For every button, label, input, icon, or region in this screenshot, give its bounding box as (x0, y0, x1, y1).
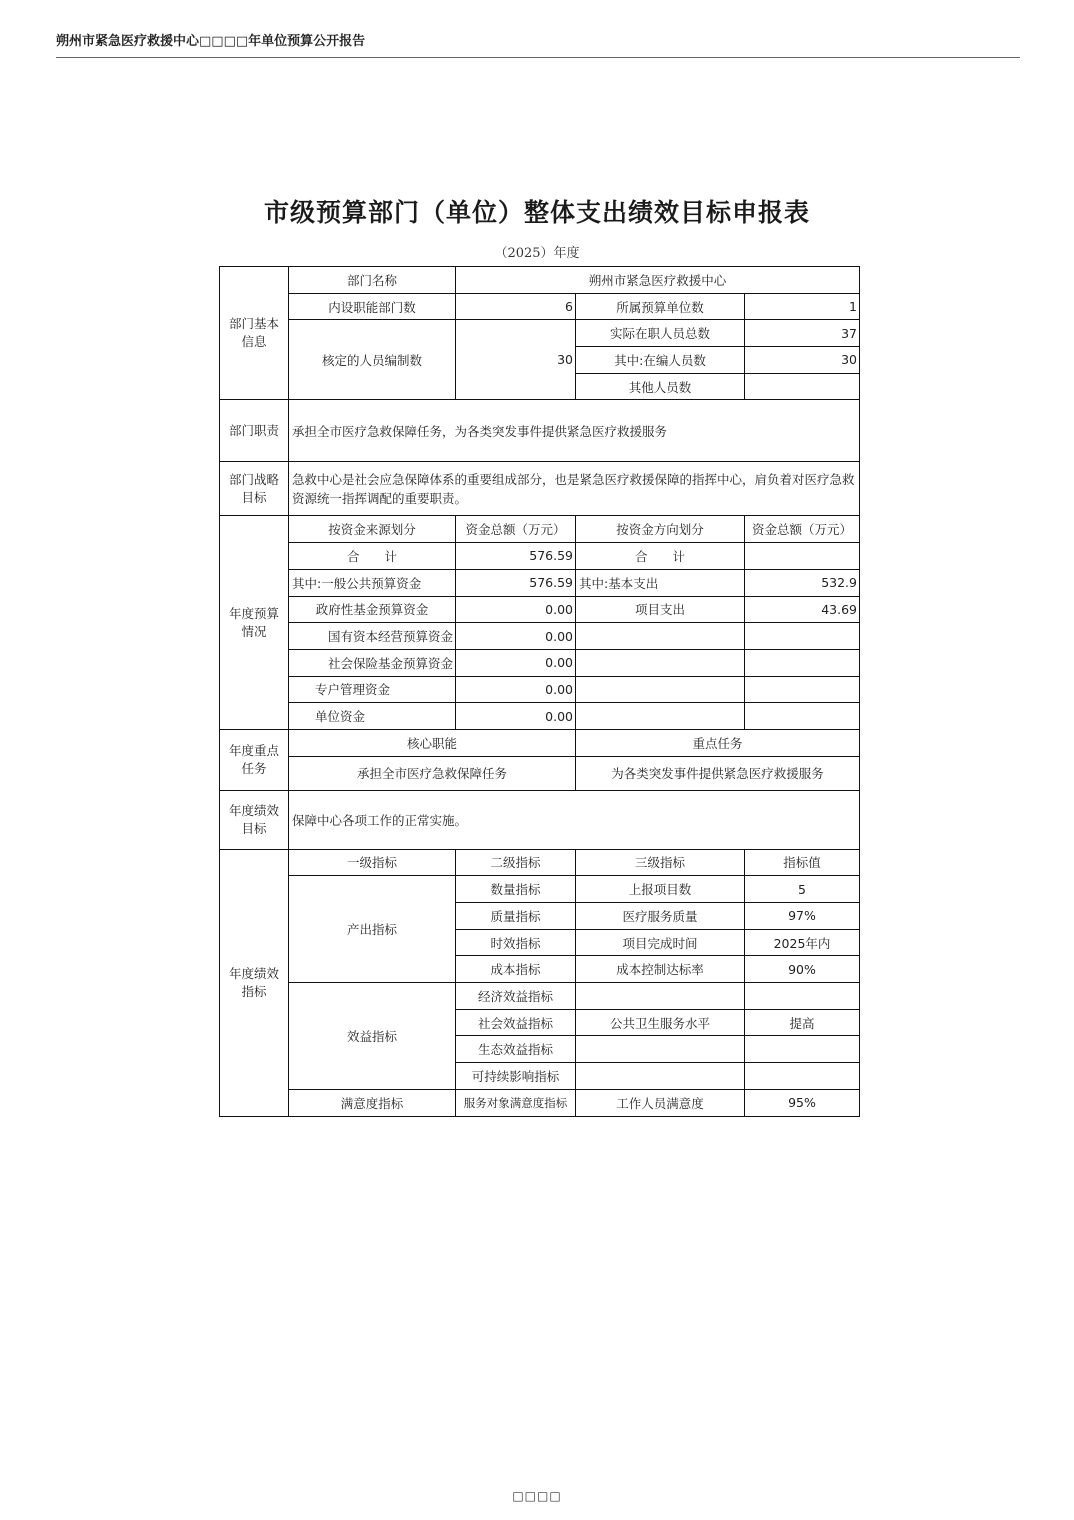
indicator-level3: 项目完成时间 (576, 929, 745, 956)
budget-amount (745, 543, 860, 570)
cell-value: 1 (745, 293, 860, 320)
table-row (220, 703, 860, 730)
table-row (220, 876, 860, 903)
table-row (220, 756, 860, 790)
indicator-level3: 上报项目数 (576, 876, 745, 903)
cell-label: 所属预算单位数 (576, 293, 745, 320)
budget-amount (745, 703, 860, 730)
budget-amount: 0.00 (456, 649, 576, 676)
cell-value (745, 373, 860, 400)
budget-amount: 532.9 (745, 569, 860, 596)
budget-direction (576, 623, 745, 650)
table-row (220, 649, 860, 676)
column-header: 资金总额（万元） (745, 516, 860, 543)
table-row (220, 983, 860, 1010)
indicator-level1: 效益指标 (289, 983, 456, 1090)
running-header: 朔州市紧急医疗救援中心□□□□年单位预算公开报告 (56, 30, 1020, 58)
section-label-tasks: 年度重点任务 (220, 729, 289, 790)
column-header: 核心职能 (289, 729, 576, 756)
indicator-value (745, 1036, 860, 1063)
indicator-level1: 满意度指标 (289, 1089, 456, 1116)
table-row (220, 596, 860, 623)
budget-amount: 0.00 (456, 596, 576, 623)
indicator-level3: 医疗服务质量 (576, 903, 745, 930)
section-label-budget: 年度预算情况 (220, 516, 289, 730)
cell-label: 其他人员数 (576, 373, 745, 400)
budget-amount (745, 649, 860, 676)
table-row (220, 676, 860, 703)
budget-amount (745, 676, 860, 703)
budget-direction: 其中:基本支出 (576, 569, 745, 596)
budget-source: 其中:一般公共预算资金 (289, 569, 456, 596)
document-title: 市级预算部门（单位）整体支出绩效目标申报表 (263, 198, 810, 227)
indicator-value: 97% (745, 903, 860, 930)
budget-source: 单位资金 (289, 703, 456, 730)
budget-source: 社会保险基金预算资金 (289, 649, 456, 676)
table-row (220, 1089, 860, 1116)
budget-direction (576, 649, 745, 676)
indicator-level3: 公共卫生服务水平 (576, 1009, 745, 1036)
cell-label: 核定的人员编制数 (289, 320, 456, 400)
indicator-value (745, 983, 860, 1010)
table-row (220, 623, 860, 650)
table-row (220, 320, 860, 347)
indicator-value: 提高 (745, 1009, 860, 1036)
duty-text: 承担全市医疗急救保障任务，为各类突发事件提供紧急医疗救援服务 (289, 400, 860, 462)
indicator-level3: 成本控制达标率 (576, 956, 745, 983)
table-row (220, 293, 860, 320)
budget-direction (576, 676, 745, 703)
cell-label: 实际在职人员总数 (576, 320, 745, 347)
column-header: 一级指标 (289, 849, 456, 876)
task-core: 承担全市医疗急救保障任务 (289, 756, 576, 790)
indicator-level2: 数量指标 (456, 876, 576, 903)
indicator-level2: 可持续影响指标 (456, 1063, 576, 1090)
cell-label: 内设职能部门数 (289, 293, 456, 320)
section-label-basic: 部门基本信息 (220, 267, 289, 400)
table-row (220, 790, 860, 849)
budget-source: 合 计 (289, 543, 456, 570)
indicator-value: 2025年内 (745, 929, 860, 956)
table-row (220, 729, 860, 756)
cell-value: 朔州市紧急医疗救援中心 (456, 267, 860, 294)
cell-value: 30 (456, 320, 576, 400)
goal-text: 保障中心各项工作的正常实施。 (289, 790, 860, 849)
budget-direction: 合 计 (576, 543, 745, 570)
indicator-value: 95% (745, 1089, 860, 1116)
budget-source: 国有资本经营预算资金 (289, 623, 456, 650)
indicator-level2: 社会效益指标 (456, 1009, 576, 1036)
strategy-text: 急救中心是社会应急保障体系的重要组成部分，也是紧急医疗救援保障的指挥中心，肩负着对医疗急救资源统一指挥调配的重要职责。 (289, 462, 860, 516)
table-row (220, 849, 860, 876)
indicator-level2: 生态效益指标 (456, 1036, 576, 1063)
budget-direction (576, 703, 745, 730)
cell-label: 其中:在编人员数 (576, 347, 745, 374)
column-header: 指标值 (745, 849, 860, 876)
indicator-value: 90% (745, 956, 860, 983)
budget-source: 政府性基金预算资金 (289, 596, 456, 623)
performance-report-table (219, 266, 860, 1117)
indicator-level3 (576, 1036, 745, 1063)
budget-amount: 0.00 (456, 623, 576, 650)
indicator-level1: 产出指标 (289, 876, 456, 983)
column-header: 按资金方向划分 (576, 516, 745, 543)
cell-value: 37 (745, 320, 860, 347)
section-label-strategy: 部门战略目标 (220, 462, 289, 516)
budget-amount: 576.59 (456, 543, 576, 570)
table-row (220, 543, 860, 570)
column-header: 三级指标 (576, 849, 745, 876)
column-header: 按资金来源划分 (289, 516, 456, 543)
table-row (220, 462, 860, 516)
indicator-level3: 工作人员满意度 (576, 1089, 745, 1116)
table-row (220, 569, 860, 596)
budget-amount: 43.69 (745, 596, 860, 623)
column-header: 资金总额（万元） (456, 516, 576, 543)
indicator-level2: 服务对象满意度指标 (456, 1089, 576, 1116)
column-header: 二级指标 (456, 849, 576, 876)
table-row (220, 400, 860, 462)
section-label-indicators: 年度绩效指标 (220, 849, 289, 1116)
cell-label: 部门名称 (289, 267, 456, 294)
cell-value: 30 (745, 347, 860, 374)
table-row (220, 267, 860, 294)
budget-amount (745, 623, 860, 650)
column-header: 重点任务 (576, 729, 860, 756)
budget-source: 专户管理资金 (289, 676, 456, 703)
section-label-goal: 年度绩效目标 (220, 790, 289, 849)
section-label-duty: 部门职责 (220, 400, 289, 462)
indicator-value (745, 1063, 860, 1090)
indicator-level2: 经济效益指标 (456, 983, 576, 1010)
indicator-level2: 时效指标 (456, 929, 576, 956)
budget-amount: 0.00 (456, 676, 576, 703)
indicator-level3 (576, 1063, 745, 1090)
indicator-level2: 质量指标 (456, 903, 576, 930)
table-row (220, 516, 860, 543)
budget-amount: 576.59 (456, 569, 576, 596)
budget-direction: 项目支出 (576, 596, 745, 623)
cell-value: 6 (456, 293, 576, 320)
indicator-value: 5 (745, 876, 860, 903)
page-number: □□□□ (512, 1489, 562, 1503)
task-key: 为各类突发事件提供紧急医疗救援服务 (576, 756, 860, 790)
document-subtitle: （2025）年度 (494, 246, 580, 261)
budget-amount: 0.00 (456, 703, 576, 730)
indicator-level3 (576, 983, 745, 1010)
indicator-level2: 成本指标 (456, 956, 576, 983)
